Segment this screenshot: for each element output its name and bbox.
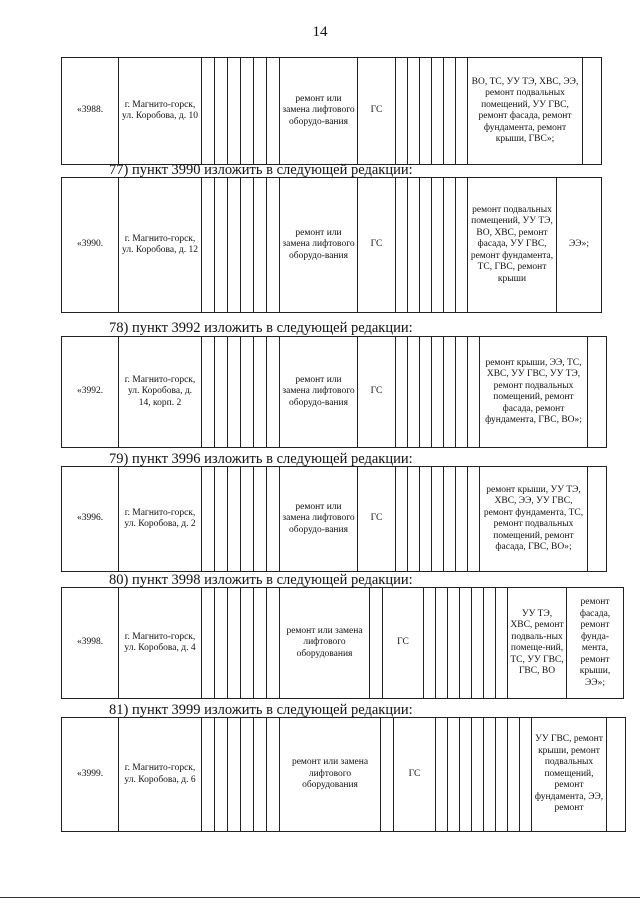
empty-cell [408, 58, 420, 165]
amendment-caption-80: 80) пункт 3998 изложить в следующей редакции: [109, 572, 413, 588]
empty-cell [456, 337, 468, 448]
empty-cell [241, 467, 254, 572]
code-cell: ГС [383, 588, 424, 699]
row-number: «3999. [62, 718, 119, 832]
empty-cell [215, 337, 228, 448]
empty-cell [420, 467, 432, 572]
empty-cell [228, 178, 241, 313]
empty-cell [432, 467, 444, 572]
works-list-cell: ремонт подвальных помещений, УУ ТЭ, ВО, ХВС, ремонт фасада, УУ ГВС, ремонт фундамента, ТС, ГВС, ремонт крыши [468, 178, 557, 313]
empty-cell [215, 718, 228, 832]
code-cell: ГС [358, 178, 396, 313]
empty-cell [420, 58, 432, 165]
code-cell: ГС [358, 467, 396, 572]
empty-cell [267, 337, 280, 448]
empty-cell [215, 588, 228, 699]
empty-cell [468, 337, 480, 448]
empty-cell [432, 58, 444, 165]
empty-cell [420, 337, 432, 448]
empty-cell [228, 588, 241, 699]
row-number: «3992. [62, 337, 119, 448]
empty-cell [254, 58, 267, 165]
code-cell: ГС [358, 58, 396, 165]
empty-cell [267, 178, 280, 313]
empty-cell [396, 178, 408, 313]
page-bottom-divider [0, 897, 640, 898]
empty-cell [215, 178, 228, 313]
empty-cell [588, 467, 607, 572]
empty-cell [381, 718, 394, 832]
empty-cell [202, 178, 215, 313]
empty-cell [468, 467, 480, 572]
empty-cell [267, 467, 280, 572]
empty-cell [444, 178, 456, 313]
empty-cell [370, 588, 383, 699]
table-block-3 [61, 336, 607, 448]
works-list-cell: УУ ТЭ, ХВС, ремонт подваль-ных помеще-ний, ТС, УУ ГВС, ГВС, ВО [508, 588, 567, 699]
table-block-2 [61, 177, 602, 313]
empty-cell [484, 588, 496, 699]
empty-cell [202, 588, 215, 699]
code-cell: ГС [394, 718, 436, 832]
table-row [62, 58, 602, 165]
empty-cell [241, 178, 254, 313]
work-type-cell: ремонт или замена лифтового оборудования [280, 718, 381, 832]
empty-cell [456, 178, 468, 313]
empty-cell [254, 467, 267, 572]
works-list-cell: ремонт крыши, УУ ТЭ, ХВС, ЭЭ, УУ ГВС, ремонт фундамента, ТС, ремонт подвальных помещений, ремонт фасада, ГВС, ВО»; [480, 467, 588, 572]
address-cell: г. Магнито-горск, ул. Коробова, д. 2 [119, 467, 202, 572]
empty-cell [215, 467, 228, 572]
table-row [62, 467, 607, 572]
table-block-6 [61, 717, 626, 832]
table-row [62, 588, 624, 699]
empty-cell [456, 467, 468, 572]
work-type-cell: ремонт или замена лифтового оборудования [280, 588, 370, 699]
empty-cell [408, 337, 420, 448]
empty-cell [432, 178, 444, 313]
empty-cell [436, 718, 448, 832]
empty-cell [202, 467, 215, 572]
empty-cell [496, 588, 508, 699]
empty-cell [448, 588, 460, 699]
empty-cell [241, 588, 254, 699]
empty-cell [202, 58, 215, 165]
empty-cell [444, 58, 456, 165]
works-list-cell-2: ЭЭ»; [557, 178, 602, 313]
empty-cell [396, 467, 408, 572]
address-cell: г. Магнито-горск, ул. Коробова, д. 6 [119, 718, 202, 832]
table-row [62, 337, 607, 448]
work-type-cell: ремонт или замена лифтового оборудо-вания [280, 178, 358, 313]
empty-cell [228, 718, 241, 832]
empty-cell [508, 718, 520, 832]
empty-cell [254, 178, 267, 313]
empty-cell [254, 588, 267, 699]
amendment-caption-78: 78) пункт 3992 изложить в следующей редакции: [109, 320, 413, 336]
amendment-caption-79: 79) пункт 3996 изложить в следующей редакции: [109, 451, 413, 467]
empty-cell [408, 178, 420, 313]
empty-cell [396, 337, 408, 448]
empty-cell [202, 718, 215, 832]
works-list-cell: ВО, ТС, УУ ТЭ, ХВС, ЭЭ, ремонт подвальных помещений, УУ ГВС, ремонт фасада, ремонт фундамента, ремонт крыши, ГВС»; [468, 58, 583, 165]
empty-cell [202, 337, 215, 448]
table-block-5 [61, 587, 624, 699]
row-number: «3996. [62, 467, 119, 572]
empty-cell [241, 58, 254, 165]
empty-cell [496, 718, 508, 832]
row-number: «3998. [62, 588, 119, 699]
work-type-cell: ремонт или замена лифтового оборудо-вания [280, 467, 358, 572]
empty-cell [228, 467, 241, 572]
empty-cell [444, 337, 456, 448]
amendment-caption-81: 81) пункт 3999 изложить в следующей редакции: [109, 702, 413, 718]
address-cell: г. Магнито-горск, ул. Коробова, д. 12 [119, 178, 202, 313]
empty-cell [424, 588, 436, 699]
empty-cell [460, 588, 472, 699]
works-list-cell-2: ремонт фасада, ремонт фунда-мента, ремонт крыши, ЭЭ»; [567, 588, 624, 699]
amendment-caption-77: 77) пункт 3990 изложить в следующей редакции: [109, 162, 413, 178]
work-type-cell: ремонт или замена лифтового оборудо-вания [280, 58, 358, 165]
empty-cell [607, 718, 626, 832]
code-cell: ГС [358, 337, 396, 448]
empty-cell [254, 718, 267, 832]
empty-cell [456, 58, 468, 165]
empty-cell [267, 588, 280, 699]
empty-cell [254, 337, 267, 448]
page-number: 14 [312, 24, 328, 40]
empty-cell [448, 718, 460, 832]
empty-cell [588, 337, 607, 448]
address-cell: г. Магнито-горск, ул. Коробова, д. 14, корп. 2 [119, 337, 202, 448]
empty-cell [267, 718, 280, 832]
empty-cell [420, 178, 432, 313]
empty-cell [472, 718, 484, 832]
table-block-4 [61, 466, 607, 572]
empty-cell [436, 588, 448, 699]
empty-cell [472, 588, 484, 699]
empty-cell [484, 718, 496, 832]
table-row [62, 178, 602, 313]
row-number: «3988. [62, 58, 119, 165]
empty-cell [520, 718, 532, 832]
empty-cell [267, 58, 280, 165]
works-list-cell: ремонт крыши, ЭЭ, ТС, ХВС, УУ ГВС, УУ ТЭ, ремонт подвальных помещений, ремонт фасада, ремонт фундамента, ГВС, ВО»; [480, 337, 588, 448]
table-block-1 [61, 57, 602, 165]
address-cell: г. Магнито-горск, ул. Коробова, д. 10 [119, 58, 202, 165]
table-row [62, 718, 626, 832]
address-cell: г. Магнито-горск, ул. Коробова, д. 4 [119, 588, 202, 699]
work-type-cell: ремонт или замена лифтового оборудо-вания [280, 337, 358, 448]
row-number: «3990. [62, 178, 119, 313]
works-list-cell: УУ ГВС, ремонт крыши, ремонт подвальных помещений, ремонт фундамента, ЭЭ, ремонт [532, 718, 607, 832]
empty-cell [583, 58, 602, 165]
empty-cell [241, 337, 254, 448]
empty-cell [396, 58, 408, 165]
empty-cell [432, 337, 444, 448]
empty-cell [241, 718, 254, 832]
empty-cell [215, 58, 228, 165]
empty-cell [444, 467, 456, 572]
empty-cell [228, 337, 241, 448]
empty-cell [460, 718, 472, 832]
empty-cell [228, 58, 241, 165]
empty-cell [408, 467, 420, 572]
